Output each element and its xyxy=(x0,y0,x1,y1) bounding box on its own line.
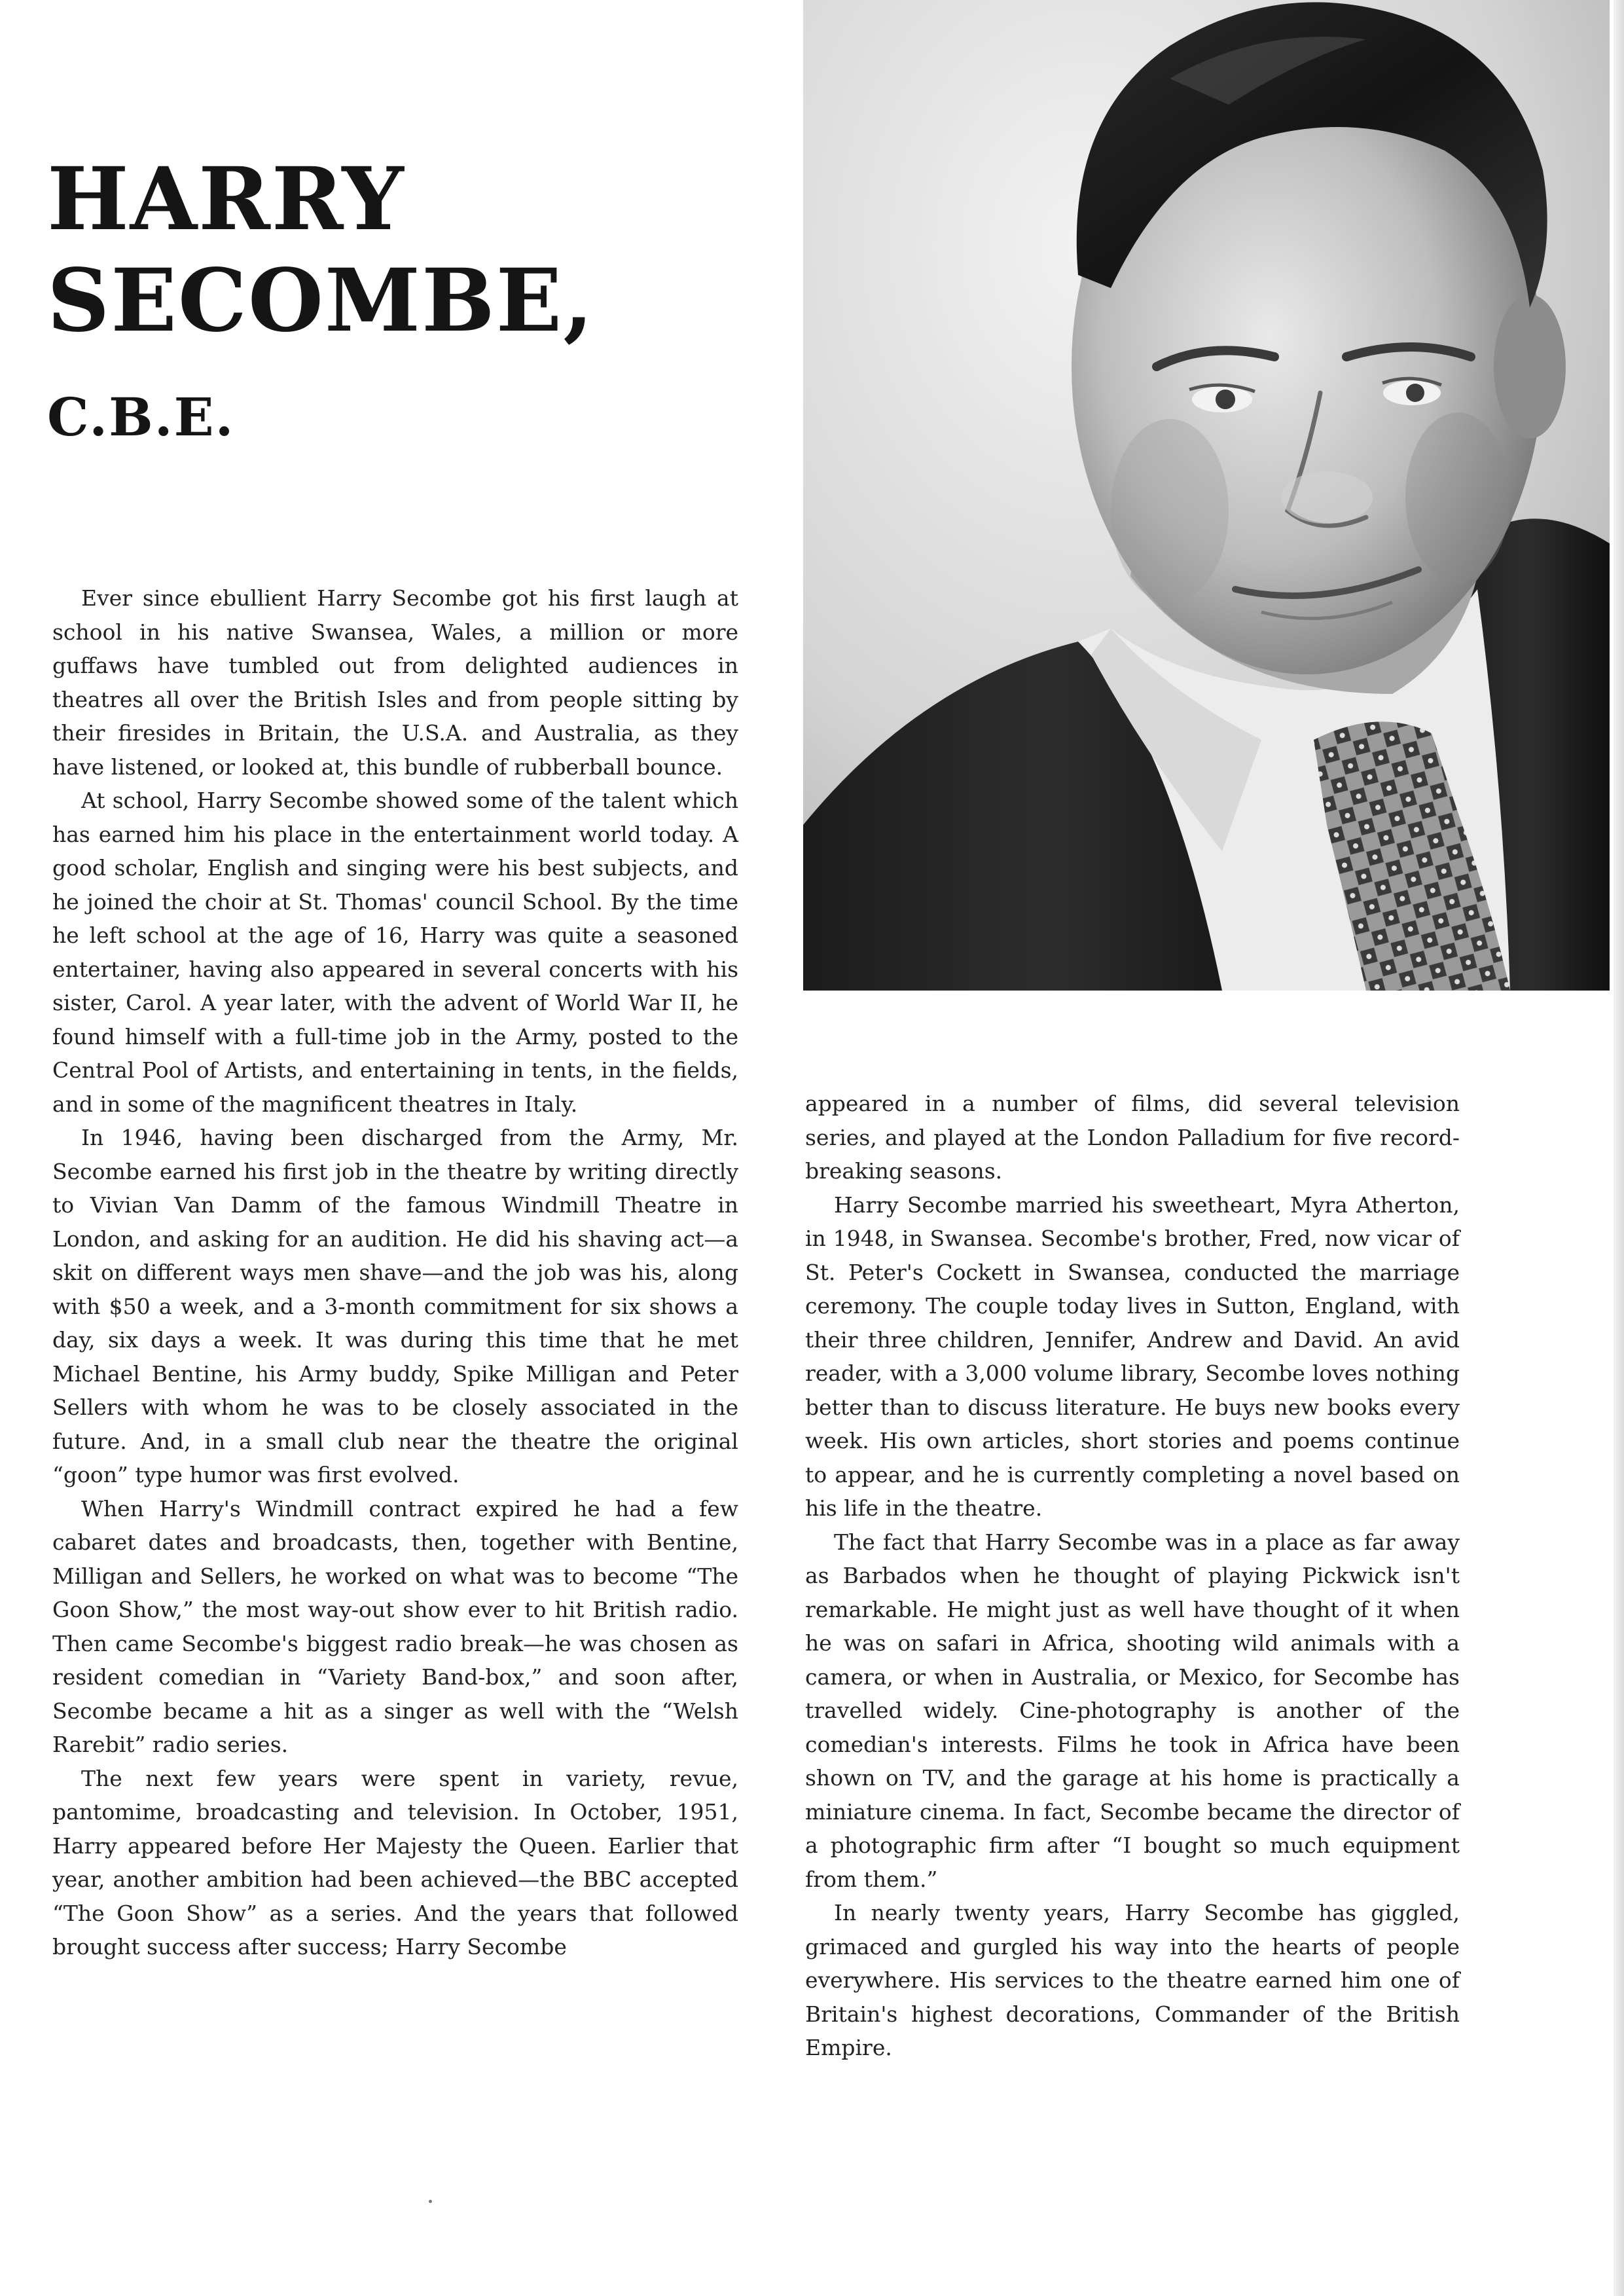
paragraph-windmill: In 1946, having been discharged from the Army, Mr. Secombe earned his first job in the theatre by writing directly to Vivian Van Damm of the famous Windmill Theatre in London, and asking for an audition. He did his shaving act—a skit on different ways men shave—and the job was his, along with $50 a week, and a 3-month commitment for six shows a day, six days a week. It was during this time that he met Michael Bentine, his Army buddy, Spike Milligan and Peter Sellers with whom he was to be closely associated in the future. And, in a small club near the theatre the original “goon” type humor was first evolved. xyxy=(52,1125,738,1487)
paragraph-family: Harry Secombe married his sweetheart, Myra Atherton, in 1948, in Swansea. Secombe's brother, Fred, now vicar of St. Peter's Cockett in Swansea, conducted the marriage ceremony. The couple today lives in Sutton, England, with their three children, Jennifer, Andrew and David. An avid reader, with a 3,000 volume library, Secombe loves nothing better than to discuss literature. He buys new books every week. His own articles, short stories and poems continue to appear, and he is currently completing a novel based on his life in the theatre. xyxy=(805,1192,1460,1521)
paragraph-career: The next few years were spent in variety, revue, pantomime, broadcasting and television. In October, 1951, Harry appeared before Her Majesty the Queen. Earlier that year, another ambition had been achieved—the BBC accepted “The Goon Show” as a series. And the years that followed brought success after success; Harry Secombe xyxy=(52,1765,738,1959)
article-left-column xyxy=(52,581,738,1964)
paragraph-honours: In nearly twenty years, Harry Secombe has giggled, grimaced and gurgled his way into the hearts of people everywhere. His services to the theatre earned him one of Britain's highest decorations, Commander of the British Empire. xyxy=(805,1900,1460,2060)
paragraph-goon-show: When Harry's Windmill contract expired he had a few cabaret dates and broadcasts, then, together with Bentine, Milligan and Sellers, he worked on what was to become “The Goon Show,” the most way-out show ever to hit British radio. Then came Secombe's biggest radio break—he was chosen as resident comedian in “Variety Band-box,” and soon after, Secombe became a hit as a singer as well with the “Welsh Rarebit” radio series. xyxy=(52,1495,738,1757)
print-speck xyxy=(429,2200,432,2203)
paragraph-early-life: Ever since ebullient Harry Secombe got his first laugh at school in his native Swansea, Wales, a million or more guffaws have tumbled out from delighted audiences in theatres all over the British Isles and from people sitting by their firesides in Britain, the U.S.A. and Australia, as they have listened, or looked at, this bundle of rubberball bounce. xyxy=(52,585,738,780)
title-surname: SECOMBE, xyxy=(47,250,595,352)
portrait-photo xyxy=(803,0,1610,991)
paragraph-career-continued: appeared in a number of films, did several television series, and played at the London Palladium for five record-breaking seasons. xyxy=(805,1091,1460,1184)
paragraph-school: At school, Harry Secombe showed some of the talent which has earned him his place in the entertainment world today. A good scholar, English and singing were his best subjects, and he joined the choir at St. Thomas' council School. By the time he left school at the age of 16, Harry was quite a seasoned entertainer, having also appeared in several concerts with his sister, Carol. A year later, with the advent of World War II, he found himself with a full-time job in the Army, posted to the Central Pool of Artists, and entertaining in tents, in the fields, and in some of the magnificent theatres in Italy. xyxy=(52,788,738,1117)
portrait-illustration xyxy=(803,0,1610,991)
paragraph-travel: The fact that Harry Secombe was in a place as far away as Barbados when he thought of playing Pickwick isn't remarkable. He might just as well have thought of it when he was on safari in Africa, shooting wild animals with a camera, or when in Australia, or Mexico, for Secombe has travelled widely. Cine-photography is another of the comedian's interests. Films he took in Africa have been shown on TV, and the garage at his home is practically a miniature cinema. In fact, Secombe became the director of a photographic firm after “I bought so much equipment from them.” xyxy=(805,1529,1460,1892)
page-edge-shadow xyxy=(1614,0,1624,2296)
title-honour: C.B.E. xyxy=(47,386,235,448)
article-title xyxy=(47,151,800,469)
article-right-column xyxy=(805,1087,1460,2065)
title-first-name: HARRY xyxy=(47,149,405,250)
title-surname-line xyxy=(47,249,800,469)
